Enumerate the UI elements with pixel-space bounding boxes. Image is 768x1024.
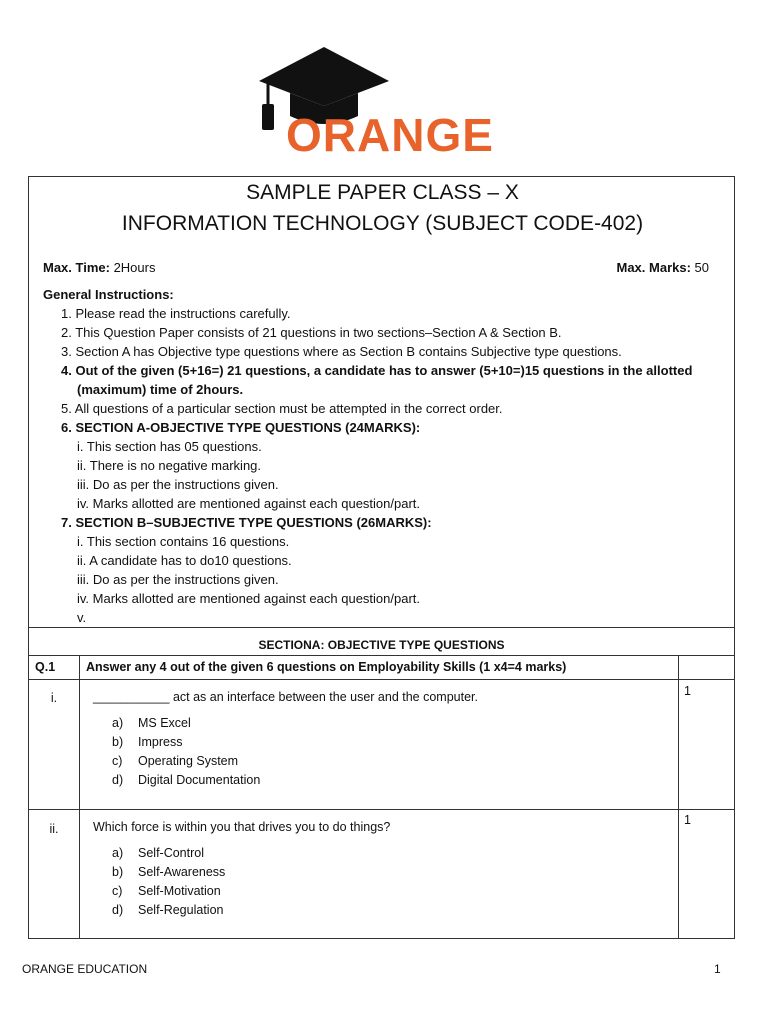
answer-option: b) Self-Awareness xyxy=(112,865,226,879)
brand-logo xyxy=(254,44,516,160)
max-marks: Max. Marks: 50 xyxy=(616,260,709,275)
section-divider xyxy=(29,627,734,628)
instruction-item: 1. Please read the instructions carefully. xyxy=(61,306,291,321)
instruction-subitem: iv. Marks allotted are mentioned against each question/part. xyxy=(77,591,421,606)
paper-title: SAMPLE PAPER CLASS – X xyxy=(246,181,519,204)
question-paper-frame xyxy=(28,176,735,939)
answer-option: a) MS Excel xyxy=(112,716,191,730)
instruction-subitem: i. This section has 05 questions. xyxy=(77,439,262,454)
instruction-item: 2. This Question Paper consists of 21 questions in two sections–Section A & Section B. xyxy=(61,325,562,340)
page-number: 1 xyxy=(714,962,721,976)
general-instructions-heading: General Instructions: xyxy=(43,287,174,302)
question-heading: Answer any 4 out of the given 6 questions on Employability Skills (1 x4=4 marks) xyxy=(86,660,567,674)
footer-publisher: ORANGE EDUCATION xyxy=(22,962,148,976)
instruction-subitem: i. This section contains 16 questions. xyxy=(77,534,290,549)
subquestion-number: i. xyxy=(50,691,58,705)
answer-option: a) Self-Control xyxy=(112,846,204,860)
question-text: Which force is within you that drives you to do things? xyxy=(93,820,391,834)
table-column-rule xyxy=(678,655,679,939)
max-time: Max. Time: 2Hours xyxy=(43,260,156,275)
answer-option: d) Self-Regulation xyxy=(112,903,224,917)
paper-subject: INFORMATION TECHNOLOGY (SUBJECT CODE-402) xyxy=(121,212,644,235)
instruction-item: 6. SECTION A-OBJECTIVE TYPE QUESTIONS (24MARKS): xyxy=(61,420,421,435)
answer-option: c) Self-Motivation xyxy=(112,884,221,898)
subquestion-number: ii. xyxy=(49,822,59,836)
instruction-subitem: ii. A candidate has to do10 questions. xyxy=(77,553,292,568)
instruction-item: 4. Out of the given (5+16=) 21 questions, a candidate has to answer (5+10=)15 questions in the allotted xyxy=(61,363,693,378)
table-rule xyxy=(29,655,734,656)
instruction-subitem: iv. Marks allotted are mentioned against each question/part. xyxy=(77,496,421,511)
instruction-item: (maximum) time of 2hours. xyxy=(77,382,244,397)
question-marks: 1 xyxy=(684,684,691,698)
instruction-item: 3. Section A has Objective type questions where as Section B contains Subjective type questions. xyxy=(61,344,622,359)
answer-option: d) Digital Documentation xyxy=(112,773,261,787)
table-rule xyxy=(29,809,734,810)
table-column-rule xyxy=(79,655,80,939)
instruction-subitem: iii. Do as per the instructions given. xyxy=(77,572,279,587)
instruction-subitem: ii. There is no negative marking. xyxy=(77,458,262,473)
table-rule xyxy=(29,679,734,680)
instruction-item: 7. SECTION B–SUBJECTIVE TYPE QUESTIONS (26MARKS): xyxy=(61,515,432,530)
instruction-subitem: iii. Do as per the instructions given. xyxy=(77,477,279,492)
question-marks: 1 xyxy=(684,813,691,827)
answer-option: c) Operating System xyxy=(112,754,239,768)
question-text: ___________ act as an interface between the user and the computer. xyxy=(93,690,478,704)
answer-option: b) Impress xyxy=(112,735,183,749)
brand-wordmark: ORANGE xyxy=(286,109,494,161)
instruction-subitem: v. xyxy=(77,610,87,625)
instruction-item: 5. All questions of a particular section must be attempted in the correct order. xyxy=(61,401,503,416)
section-a-title: SECTIONA: OBJECTIVE TYPE QUESTIONS xyxy=(258,638,505,652)
question-number: Q.1 xyxy=(35,660,56,674)
